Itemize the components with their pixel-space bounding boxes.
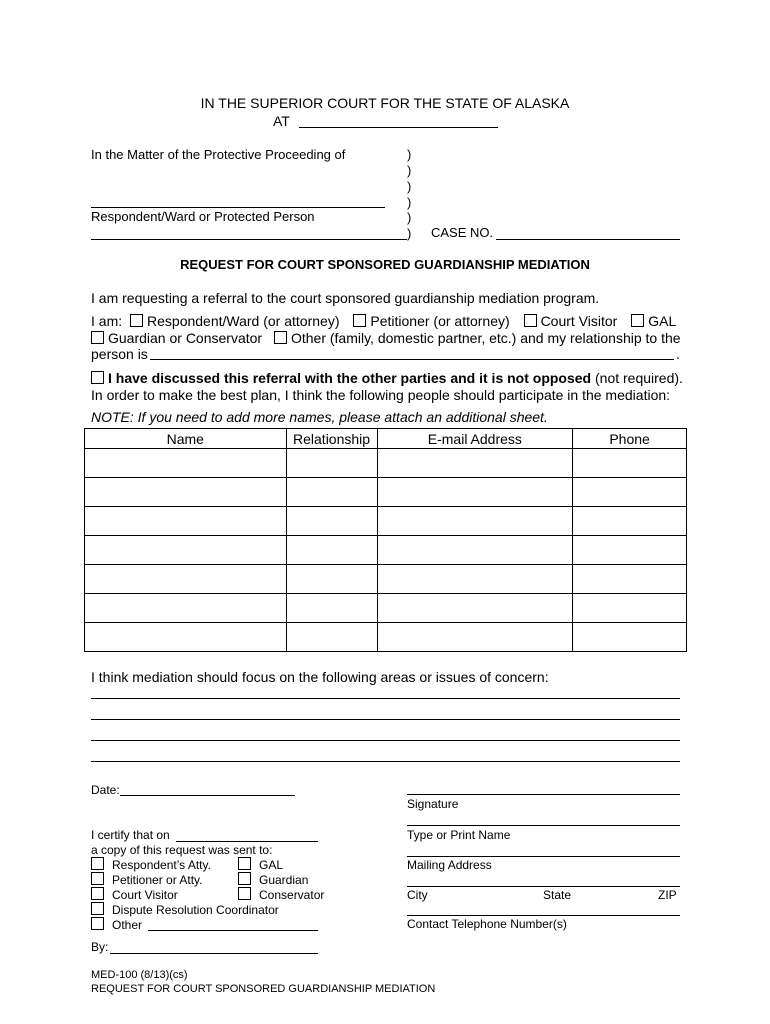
petitioner-atty-checkbox[interactable] (91, 872, 104, 885)
table-row (85, 449, 687, 478)
respondent-label: Respondent/Ward or Protected Person (91, 209, 315, 224)
focus-label: I think mediation should focus on the following areas or issues of concern: (91, 669, 549, 685)
relationship-cell[interactable] (286, 594, 377, 623)
signature-field[interactable] (407, 794, 680, 795)
relationship-cell[interactable] (286, 536, 377, 565)
at-label: AT (273, 113, 290, 129)
not-required-note: (not required). (595, 370, 683, 386)
print-name-label: Type or Print Name (407, 828, 511, 842)
phone-cell[interactable] (573, 623, 687, 652)
role-row-1 (91, 313, 676, 329)
relationship-cell[interactable] (286, 449, 377, 478)
other-relationship-label: Other (family, domestic partner, etc.) and my relationship to the (290, 330, 681, 346)
person-is-label: person is (91, 346, 148, 362)
name-cell[interactable] (85, 536, 287, 565)
table-row (85, 565, 687, 594)
focus-line-2[interactable] (91, 719, 680, 720)
petitioner-checkbox[interactable] (353, 314, 366, 327)
respondent-ward-checkbox[interactable] (130, 314, 143, 327)
date-label: Date: (91, 783, 120, 797)
phone-cell[interactable] (573, 507, 687, 536)
petitioner-atty-label: Petitioner or Atty. (112, 873, 203, 887)
participants-intro: In order to make the best plan, I think the following people should participate in the mediation: (91, 387, 671, 403)
gal-label: GAL (648, 313, 677, 329)
mailing-address-field[interactable] (407, 856, 680, 857)
recipient-respondents-atty (91, 857, 211, 872)
caption-paren: ) (407, 226, 412, 241)
phone-cell[interactable] (573, 478, 687, 507)
form-number: MED-100 (8/13)(cs) (91, 969, 188, 981)
certify-label: I certify that on (91, 828, 170, 842)
name-cell[interactable] (85, 478, 287, 507)
caption-paren: ) (407, 179, 412, 194)
city-label: City (407, 888, 428, 902)
gal-recipient-label: GAL (259, 858, 284, 872)
table-header-row (85, 429, 687, 449)
court-visitor-recipient-label: Court Visitor (112, 888, 178, 902)
state-label: State (543, 888, 572, 902)
recipient-conservator (238, 887, 324, 902)
guardian-recipient-checkbox[interactable] (238, 872, 251, 885)
phone-cell[interactable] (573, 565, 687, 594)
role-lead: I am: (91, 313, 123, 329)
relationship-column-header: Relationship (286, 429, 377, 449)
zip-label: ZIP (658, 888, 677, 902)
email-cell[interactable] (377, 478, 573, 507)
relationship-cell[interactable] (286, 565, 377, 594)
dispute-resolution-checkbox[interactable] (91, 902, 104, 915)
focus-line-4[interactable] (91, 761, 680, 762)
signature-label: Signature (407, 797, 459, 811)
footer-form-title: REQUEST FOR COURT SPONSORED GUARDIANSHIP MEDIATION (91, 983, 436, 995)
court-heading: IN THE SUPERIOR COURT FOR THE STATE OF ALASKA (200, 95, 570, 111)
mailing-address-label: Mailing Address (407, 858, 492, 872)
table-row (85, 478, 687, 507)
name-cell[interactable] (85, 623, 287, 652)
email-column-header: E-mail Address (377, 429, 573, 449)
guardian-conservator-label: Guardian or Conservator (108, 330, 263, 346)
table-row (85, 536, 687, 565)
respondent-name-field[interactable] (91, 207, 385, 208)
phone-label: Contact Telephone Number(s) (407, 917, 567, 931)
conservator-recipient-checkbox[interactable] (238, 887, 251, 900)
table-row (85, 623, 687, 652)
at-location-field[interactable] (299, 127, 498, 128)
other-recipient-field[interactable] (148, 930, 318, 931)
email-cell[interactable] (377, 623, 573, 652)
certify-date-field[interactable] (176, 841, 318, 842)
email-cell[interactable] (377, 536, 573, 565)
date-field[interactable] (120, 795, 295, 796)
respondents-atty-checkbox[interactable] (91, 857, 104, 870)
dispute-resolution-label: Dispute Resolution Coordinator (112, 903, 279, 917)
phone-field[interactable] (407, 915, 680, 916)
email-cell[interactable] (377, 449, 573, 478)
conservator-recipient-label: Conservator (259, 888, 325, 902)
relationship-cell[interactable] (286, 623, 377, 652)
focus-line-3[interactable] (91, 740, 680, 741)
recipient-petitioner (91, 872, 203, 887)
caption-bottom-line (91, 239, 407, 240)
by-label: By: (91, 940, 109, 954)
guardian-conservator-checkbox[interactable] (91, 331, 104, 344)
intro-text: I am requesting a referral to the court sponsored guardianship mediation program. (91, 290, 600, 306)
petitioner-label: Petitioner (or attorney) (370, 313, 510, 329)
other-recipient-checkbox[interactable] (91, 917, 104, 930)
caption-paren: ) (407, 210, 412, 225)
not-opposed-checkbox[interactable] (91, 371, 104, 384)
table-row (85, 507, 687, 536)
print-name-field[interactable] (407, 825, 680, 826)
recipient-gal (238, 857, 283, 872)
discussed-row (91, 370, 683, 386)
recipient-dispute-resolution (91, 902, 279, 917)
phone-cell[interactable] (573, 449, 687, 478)
caption-paren: ) (407, 163, 412, 178)
caption-paren: ) (407, 147, 412, 162)
name-cell[interactable] (85, 594, 287, 623)
email-cell[interactable] (377, 594, 573, 623)
recipient-guardian (238, 872, 308, 887)
participants-table (84, 428, 687, 652)
name-cell[interactable] (85, 565, 287, 594)
court-visitor-label: Court Visitor (540, 313, 618, 329)
focus-line-1[interactable] (91, 698, 680, 699)
recipient-court-visitor (91, 887, 178, 902)
role-row-2 (91, 330, 681, 346)
gal-checkbox[interactable] (631, 314, 644, 327)
name-cell[interactable] (85, 507, 287, 536)
by-signature-field[interactable] (110, 953, 318, 954)
name-cell[interactable] (85, 449, 287, 478)
respondent-ward-label: Respondent/Ward (or attorney) (147, 313, 340, 329)
case-no-field[interactable] (496, 239, 680, 240)
person-is-period: . (676, 346, 680, 362)
matter-label: In the Matter of the Protective Proceeding of (91, 147, 346, 162)
table-row (85, 594, 687, 623)
case-no-label: CASE NO. (431, 225, 494, 240)
phone-cell[interactable] (573, 594, 687, 623)
other-relationship-checkbox[interactable] (274, 331, 287, 344)
relationship-cell[interactable] (286, 478, 377, 507)
certify-sent-to: a copy of this request was sent to: (91, 843, 273, 857)
name-column-header: Name (85, 429, 287, 449)
city-state-zip-field[interactable] (407, 886, 680, 887)
relationship-cell[interactable] (286, 507, 377, 536)
form-title: REQUEST FOR COURT SPONSORED GUARDIANSHIP MEDIATION (180, 257, 590, 272)
phone-cell[interactable] (573, 536, 687, 565)
court-visitor-recipient-checkbox[interactable] (91, 887, 104, 900)
relationship-field[interactable] (150, 359, 674, 360)
email-cell[interactable] (377, 507, 573, 536)
recipient-other (91, 917, 142, 932)
guardian-recipient-label: Guardian (259, 873, 309, 887)
other-recipient-label: Other (112, 918, 143, 932)
phone-column-header: Phone (573, 429, 687, 449)
court-visitor-checkbox[interactable] (524, 314, 537, 327)
gal-recipient-checkbox[interactable] (238, 857, 251, 870)
respondents-atty-label: Respondent’s Atty. (112, 858, 211, 872)
additional-sheet-note: NOTE: If you need to add more names, please attach an additional sheet. (91, 409, 548, 425)
email-cell[interactable] (377, 565, 573, 594)
not-opposed-label: I have discussed this referral with the other parties and it is not opposed (108, 370, 592, 386)
caption-paren: ) (407, 195, 412, 210)
